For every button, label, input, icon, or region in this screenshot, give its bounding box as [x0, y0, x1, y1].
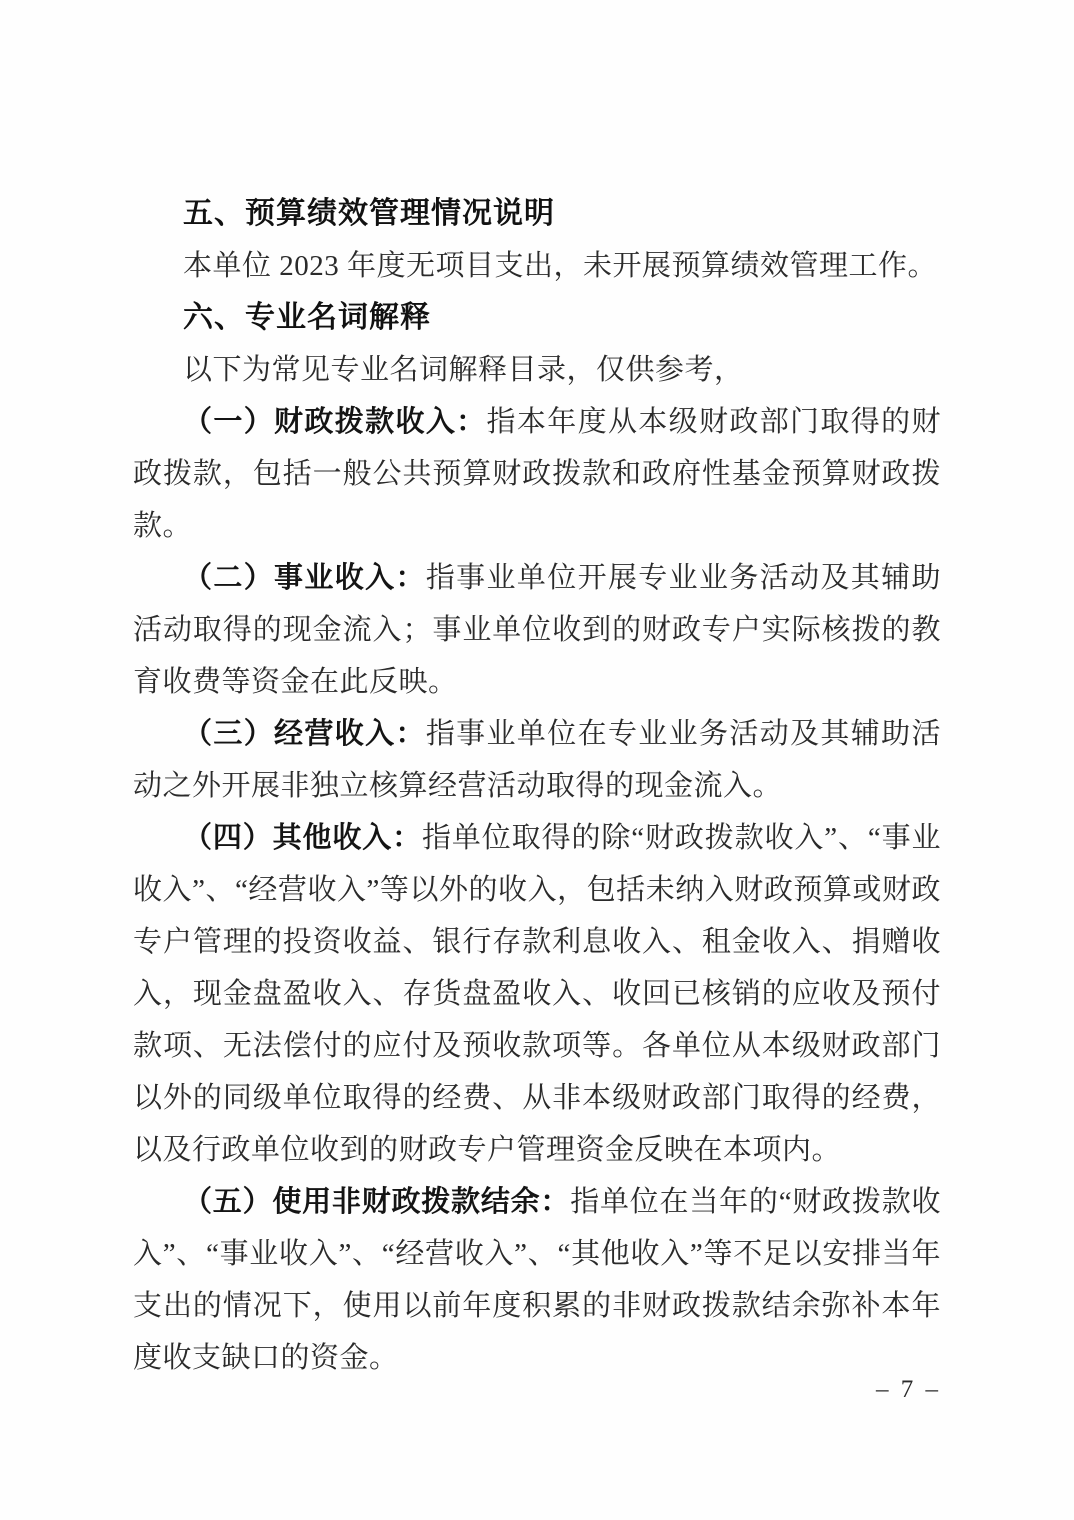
paragraph-performance-statement: 本单位 2023 年度无项目支出，未开展预算绩效管理工作。: [183, 250, 938, 282]
term-definition-non-fiscal-surplus: 指单位在当年的“财政拨款收入”、“事业收入”、“经营收入”、“其他收入”等不足以安排当年支出的情况下，使用以前年度积累的非财政拨款结余弥补本年度收支缺口的资金。: [133, 1186, 941, 1374]
term-label-non-fiscal-surplus: （五）使用非财政拨款结余：: [183, 1186, 571, 1218]
term-label-fiscal-appropriation-income: （一）财政拨款收入：: [183, 406, 487, 438]
term-definition-fiscal-appropriation-income: 指本年度从本级财政部门取得的财政拨款，包括一般公共预算财政拨款和政府性基金预算财政拨款。: [133, 406, 941, 542]
term-definition-operating-income: 指事业单位开展专业业务活动及其辅助活动取得的现金流入；事业单位收到的财政专户实际核拨的教育收费等资金在此反映。: [133, 562, 941, 698]
term-label-business-income: （三）经营收入：: [183, 718, 426, 750]
term-label-other-income: （四）其他收入：: [183, 822, 423, 854]
section-heading-terminology: 六、专业名词解释: [183, 301, 431, 334]
paragraph-term-business-income: [133, 708, 941, 812]
paragraph-term-fiscal-appropriation-income: [133, 396, 941, 552]
term-label-operating-income: （二）事业收入：: [183, 562, 426, 594]
paragraph-term-operating-income: [133, 552, 941, 708]
paragraph-term-other-income: [133, 812, 941, 1176]
paragraph-term-non-fiscal-surplus: [133, 1176, 941, 1384]
term-definition-other-income: 指单位取得的除“财政拨款收入”、“事业收入”、“经营收入”等以外的收入，包括未纳入财政预算或财政专户管理的投资收益、银行存款利息收入、租金收入、捐赠收入，现金盘盈收入、存货盘盈收入、收回已核销的应收及预付款项、无法偿付的应付及预收款项等。各单位从本级财政部门以外的同级单位取得的经费、从非本级财政部门取得的经费，以及行政单位收到的财政专户管理资金反映在本项内。: [133, 822, 941, 1166]
document-content: [133, 188, 941, 1384]
paragraph-terminology-intro: 以下为常见专业名词解释目录，仅供参考，: [183, 354, 744, 386]
term-definition-business-income: 指事业单位在专业业务活动及其辅助活动之外开展非独立核算经营活动取得的现金流入。: [133, 718, 941, 802]
page-number: – 7 –: [876, 1376, 941, 1403]
section-heading-performance-management: 五、预算绩效管理情况说明: [183, 197, 555, 230]
